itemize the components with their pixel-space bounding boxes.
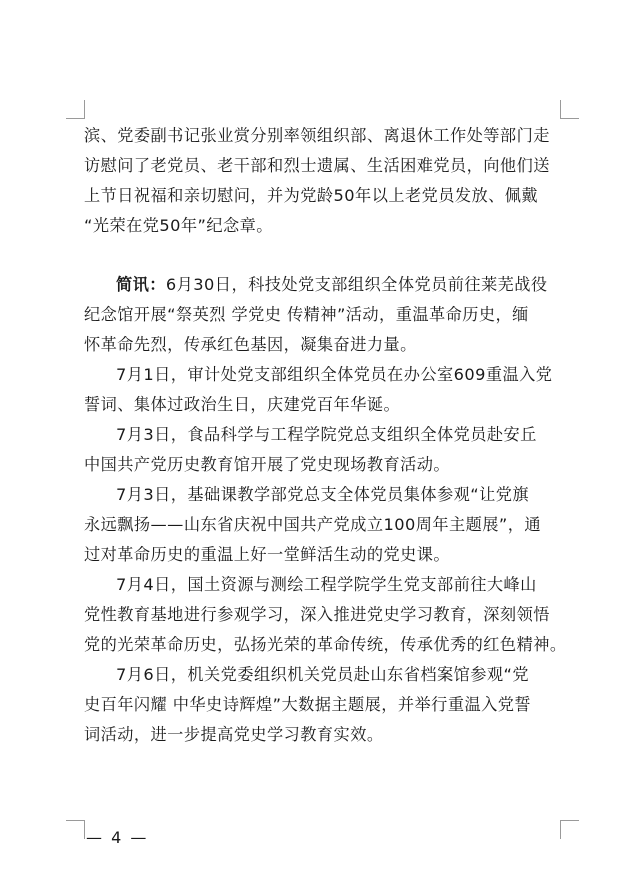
text-line: 党的光荣革命历史，弘扬光荣的革命传统，传承优秀的红色精神。	[84, 635, 567, 654]
text-line: 7月4日，国土资源与测绘工程学院学生党支部前往大峰山	[116, 575, 537, 594]
brief-paragraph	[84, 270, 562, 360]
text-line: 怀革命先烈，传承红色基因，凝集奋进力量。	[84, 335, 417, 354]
paragraph-continuation	[84, 121, 562, 241]
paragraph-gap	[84, 241, 562, 270]
text-line: 誓词、集体过政治生日，庆建党百年华诞。	[84, 395, 401, 414]
text-line: 7月6日，机关党委组织机关党员赴山东省档案馆参观“党	[116, 665, 529, 684]
text-line: 中国共产党历史教育馆开展了党史现场教育活动。	[84, 455, 451, 474]
body-text	[84, 121, 567, 750]
brief-lead-label: 简讯：	[116, 275, 166, 294]
crop-mark-top-left	[66, 100, 85, 119]
crop-mark-bottom-left	[66, 820, 85, 839]
text-line: 过对革命历史的重温上好一堂鲜活生动的党史课。	[84, 545, 451, 564]
text-line: 7月1日，审计处党支部组织全体党员在办公室609重温入党	[116, 365, 553, 384]
news-item	[84, 570, 567, 660]
text-line: 纪念馆开展“祭英烈 学党史 传精神”活动，重温革命历史，缅	[84, 305, 529, 324]
news-item	[84, 420, 562, 480]
news-item	[84, 360, 562, 420]
crop-mark-top-right	[560, 100, 579, 119]
text-line: 7月3日，食品科学与工程学院党总支组织全体党员赴安丘	[116, 425, 537, 444]
news-item	[84, 480, 562, 570]
text-line	[84, 270, 562, 300]
text-line: 上节日祝福和亲切慰问，并为党龄50年以上老党员发放、佩戴	[84, 186, 539, 205]
text-line: 7月3日，基础课教学部党总支全体党员集体参观“让党旗	[116, 485, 529, 504]
brief-first-line: 6月30日，科技处党支部组织全体党员前往莱芜战役	[165, 275, 548, 294]
text-line: 访慰问了老党员、老干部和烈士遗属、生活困难党员，向他们送	[84, 156, 550, 175]
text-line: “光荣在党50年”纪念章。	[84, 216, 273, 235]
text-line: 党性教育基地进行参观学习，深入推进党史学习教育，深刻领悟	[84, 605, 550, 624]
text-line: 滨、党委副书记张业赏分别率领组织部、离退休工作处等部门走	[84, 126, 550, 145]
crop-mark-bottom-right	[560, 820, 579, 839]
text-line: 词活动，进一步提高党史学习教育实效。	[84, 725, 384, 744]
text-line: 史百年闪耀 中华史诗辉煌”大数据主题展，并举行重温入党誓	[84, 695, 532, 714]
page-number: — 4 —	[86, 828, 149, 847]
news-item	[84, 660, 562, 750]
text-line: 永远飘扬——山东省庆祝中国共产党成立100周年主题展”，通	[84, 515, 542, 534]
